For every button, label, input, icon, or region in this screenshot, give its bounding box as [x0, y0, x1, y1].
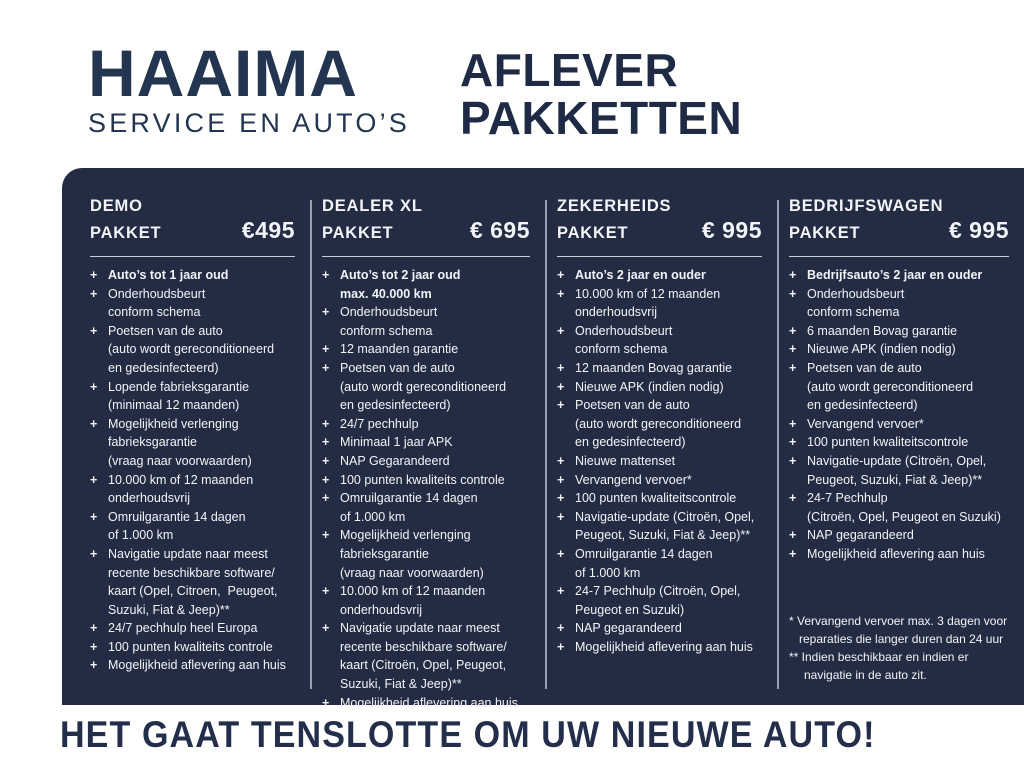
feature-line: conform schema: [575, 342, 668, 357]
feature-line: Onderhoudsbeurt: [340, 305, 438, 320]
feature-line: fabrieksgarantie: [108, 435, 197, 450]
feature-line: en gedesinfecteerd): [807, 398, 918, 413]
feature-line: recente beschikbare software/: [108, 565, 275, 580]
feature-line: (Citroën, Opel, Peugeot en Suzuki): [807, 509, 1001, 524]
feature-line: 6 maanden Bovag garantie: [807, 323, 958, 338]
package-price: € 995: [701, 217, 762, 243]
feature-line: en gedesinfecteerd): [340, 398, 451, 413]
feature-item: [557, 322, 777, 359]
plus-bullet-icon: +: [90, 379, 98, 394]
feature-line: kaart (Opel, Citroen, Peugeot,: [108, 584, 278, 599]
feature-line: 24-7 Pechhulp (Citroën, Opel,: [575, 584, 741, 599]
feature-line: conform schema: [807, 305, 900, 320]
feature-line: Mogelijkheid aflevering aan huis: [575, 639, 753, 654]
package-header-row2: [322, 217, 530, 244]
package-header: [90, 196, 295, 257]
package-features-list: [90, 266, 310, 675]
footnotes-block: [789, 612, 1007, 684]
feature-item: [557, 266, 777, 285]
package-name-line1: BEDRIJFSWAGEN: [789, 197, 944, 215]
plus-bullet-icon: +: [557, 453, 565, 468]
feature-line: Poetsen van de auto: [340, 360, 455, 375]
feature-line: (auto wordt gereconditioneerd: [108, 342, 275, 357]
plus-bullet-icon: +: [789, 546, 797, 561]
plus-bullet-icon: +: [789, 528, 797, 543]
feature-line: Onderhoudsbeurt: [108, 286, 206, 301]
feature-item: [90, 508, 310, 545]
package-price: €495: [241, 217, 295, 243]
feature-item: [322, 303, 545, 340]
plus-bullet-icon: +: [90, 546, 98, 561]
plus-bullet-icon: +: [557, 621, 565, 636]
package-name-line2: PAKKET: [557, 224, 629, 242]
feature-line: Suzuki, Fiat & Jeep)**: [340, 677, 462, 692]
package-header-row2: [90, 217, 295, 244]
footnote-line: reparaties die langer duren dan 24 uur: [799, 632, 1004, 646]
packages-panel: [62, 168, 1024, 710]
plus-bullet-icon: +: [90, 323, 98, 338]
feature-line: of 1.000 km: [108, 528, 174, 543]
plus-bullet-icon: +: [322, 584, 330, 599]
feature-line: 12 maanden Bovag garantie: [575, 360, 733, 375]
feature-item: [322, 619, 545, 693]
feature-item: [90, 656, 310, 675]
plus-bullet-icon: +: [789, 268, 797, 282]
page-title: [460, 46, 742, 142]
plus-bullet-icon: +: [90, 286, 98, 301]
feature-item: [557, 378, 777, 397]
feature-line: Mogelijkheid aflevering aan huis: [108, 658, 286, 673]
feature-item: [789, 266, 1024, 285]
feature-item: [557, 545, 777, 582]
feature-line: 100 punten kwaliteits controle: [340, 472, 505, 487]
feature-line: Nieuwe mattenset: [575, 453, 676, 468]
feature-item: [322, 359, 545, 415]
feature-line: max. 40.000 km: [340, 286, 432, 301]
feature-item: [322, 526, 545, 582]
package-header: [322, 196, 530, 257]
plus-bullet-icon: +: [90, 472, 98, 487]
plus-bullet-icon: +: [557, 472, 565, 487]
package-name-line2: PAKKET: [322, 224, 394, 242]
feature-line: Minimaal 1 jaar APK: [340, 435, 453, 450]
feature-item: [322, 471, 545, 490]
feature-line: Omruilgarantie 14 dagen: [575, 546, 713, 561]
feature-item: [557, 508, 777, 545]
feature-item: [557, 396, 777, 452]
feature-item: [90, 415, 310, 471]
footnote-line: * Vervangend vervoer max. 3 dagen voor: [789, 614, 1008, 628]
feature-item: [557, 452, 777, 471]
feature-item: [90, 285, 310, 322]
package-header: [557, 196, 762, 257]
feature-line: 100 punten kwaliteitscontrole: [807, 435, 969, 450]
plus-bullet-icon: +: [322, 305, 330, 320]
feature-line: conform schema: [340, 323, 433, 338]
package-features-list: [322, 266, 545, 712]
feature-item: [789, 340, 1024, 359]
feature-item: [557, 619, 777, 638]
package-name-line1: ZEKERHEIDS: [557, 197, 672, 215]
feature-line: 24/7 pechhulp: [340, 416, 419, 431]
package-column-demo: [90, 196, 310, 705]
plus-bullet-icon: +: [789, 491, 797, 506]
feature-line: Poetsen van de auto: [108, 323, 223, 338]
plus-bullet-icon: +: [557, 639, 565, 654]
feature-item: [90, 638, 310, 657]
feature-line: Auto’s tot 1 jaar oud: [108, 268, 229, 282]
plus-bullet-icon: +: [557, 491, 565, 506]
feature-line: Vervangend vervoer*: [807, 416, 924, 431]
plus-bullet-icon: +: [322, 342, 330, 357]
footnote-line: navigatie in de auto zit.: [804, 668, 927, 682]
feature-line: (vraag naar voorwaarden): [340, 565, 484, 580]
plus-bullet-icon: +: [322, 416, 330, 431]
plus-bullet-icon: +: [557, 398, 565, 413]
plus-bullet-icon: +: [789, 360, 797, 375]
page-title-line2: PAKKETTEN: [460, 92, 743, 144]
feature-item: [789, 526, 1024, 545]
feature-line: Peugeot en Suzuki): [575, 602, 685, 617]
package-header: [789, 196, 1009, 257]
feature-line: (vraag naar voorwaarden): [108, 453, 252, 468]
feature-item: [322, 489, 545, 526]
feature-line: 100 punten kwaliteits controle: [108, 639, 273, 654]
feature-line: NAP Gegarandeerd: [340, 453, 450, 468]
package-column-bedrijfswagen: [777, 196, 1024, 705]
feature-item: [789, 415, 1024, 434]
feature-line: 10.000 km of 12 maanden: [575, 286, 721, 301]
feature-line: Onderhoudsbeurt: [807, 286, 905, 301]
feature-line: recente beschikbare software/: [340, 639, 507, 654]
feature-item: [322, 694, 545, 713]
feature-line: fabrieksgarantie: [340, 546, 429, 561]
feature-line: Peugeot, Suzuki, Fiat & Jeep)**: [807, 472, 983, 487]
feature-line: Bedrijfsauto’s 2 jaar en ouder: [807, 268, 983, 282]
feature-line: Auto’s tot 2 jaar oud: [340, 268, 461, 282]
package-features-list: [557, 266, 777, 656]
plus-bullet-icon: +: [557, 509, 565, 524]
feature-line: onderhoudsvrij: [340, 602, 422, 617]
plus-bullet-icon: +: [557, 546, 565, 561]
feature-line: Mogelijkheid verlenging: [340, 528, 471, 543]
feature-line: Poetsen van de auto: [807, 360, 922, 375]
feature-line: Auto’s 2 jaar en ouder: [575, 268, 706, 282]
feature-line: Onderhoudsbeurt: [575, 323, 673, 338]
feature-line: of 1.000 km: [340, 509, 406, 524]
feature-line: (minimaal 12 maanden): [108, 398, 240, 413]
package-column-dealer-xl: [310, 196, 545, 710]
feature-line: Mogelijkheid aflevering aan huis: [807, 546, 985, 561]
feature-item: [789, 545, 1024, 564]
feature-item: [557, 638, 777, 657]
feature-line: Omruilgarantie 14 dagen: [340, 491, 478, 506]
feature-line: Peugeot, Suzuki, Fiat & Jeep)**: [575, 528, 751, 543]
plus-bullet-icon: +: [789, 286, 797, 301]
package-name-line2: PAKKET: [789, 224, 861, 242]
footnote-line: ** Indien beschikbaar en indien er: [789, 650, 969, 664]
feature-line: Mogelijkheid verlenging: [108, 416, 239, 431]
plus-bullet-icon: +: [322, 491, 330, 506]
feature-line: conform schema: [108, 305, 201, 320]
plus-bullet-icon: +: [557, 268, 565, 282]
feature-item: [557, 489, 777, 508]
feature-item: [90, 266, 310, 285]
plus-bullet-icon: +: [322, 472, 330, 487]
feature-item: [90, 545, 310, 619]
plus-bullet-icon: +: [322, 621, 330, 636]
feature-item: [90, 619, 310, 638]
plus-bullet-icon: +: [90, 268, 98, 282]
feature-line: Navigatie update naar meest: [340, 621, 500, 636]
package-name-line2: PAKKET: [90, 224, 162, 242]
footer-slogan: HET GAAT TENSLOTTE OM UW NIEUWE AUTO!: [60, 714, 876, 755]
feature-item: [322, 340, 545, 359]
plus-bullet-icon: +: [322, 528, 330, 543]
feature-item: [789, 489, 1024, 526]
feature-item: [557, 359, 777, 378]
feature-line: kaart (Citroën, Opel, Peugeot,: [340, 658, 507, 673]
plus-bullet-icon: +: [557, 286, 565, 301]
feature-item: [322, 452, 545, 471]
plus-bullet-icon: +: [789, 323, 797, 338]
feature-line: Suzuki, Fiat & Jeep)**: [108, 602, 230, 617]
package-price: € 695: [469, 217, 530, 243]
feature-line: NAP gegarandeerd: [575, 621, 682, 636]
feature-item: [322, 582, 545, 619]
feature-item: [322, 433, 545, 452]
feature-line: 10.000 km of 12 maanden: [340, 584, 486, 599]
feature-line: of 1.000 km: [575, 565, 641, 580]
feature-item: [322, 415, 545, 434]
package-name-line1: DEMO: [90, 197, 143, 215]
feature-line: onderhoudsvrij: [575, 305, 657, 320]
feature-item: [90, 322, 310, 378]
plus-bullet-icon: +: [789, 453, 797, 468]
package-price: € 995: [948, 217, 1009, 243]
plus-bullet-icon: +: [322, 435, 330, 450]
feature-item: [557, 285, 777, 322]
feature-line: Lopende fabrieksgarantie: [108, 379, 250, 394]
feature-line: Navigatie-update (Citroën, Opel,: [575, 509, 755, 524]
feature-line: 12 maanden garantie: [340, 342, 459, 357]
feature-line: Vervangend vervoer*: [575, 472, 692, 487]
plus-bullet-icon: +: [322, 360, 330, 375]
feature-item: [557, 582, 777, 619]
feature-item: [789, 285, 1024, 322]
feature-line: (auto wordt gereconditioneerd: [575, 416, 742, 431]
company-logo: [88, 36, 410, 138]
package-header-row2: [789, 217, 1009, 244]
plus-bullet-icon: +: [90, 621, 98, 636]
feature-line: Omruilgarantie 14 dagen: [108, 509, 246, 524]
plus-bullet-icon: +: [90, 416, 98, 431]
package-column-zekerheids: [545, 196, 777, 705]
plus-bullet-icon: +: [90, 658, 98, 673]
feature-line: 24-7 Pechhulp: [807, 491, 888, 506]
feature-line: onderhoudsvrij: [108, 491, 190, 506]
plus-bullet-icon: +: [90, 639, 98, 654]
feature-item: [90, 471, 310, 508]
feature-line: en gedesinfecteerd): [108, 360, 219, 375]
feature-item: [789, 452, 1024, 489]
feature-line: Navigatie update naar meest: [108, 546, 268, 561]
feature-line: Nieuwe APK (indien nodig): [575, 379, 724, 394]
plus-bullet-icon: +: [322, 695, 330, 710]
page-title-line1: AFLEVER: [460, 44, 679, 96]
feature-item: [322, 266, 545, 303]
plus-bullet-icon: +: [789, 435, 797, 450]
company-logo-tagline: SERVICE EN AUTO’S: [88, 108, 410, 138]
feature-line: NAP gegarandeerd: [807, 528, 914, 543]
feature-line: 10.000 km of 12 maanden: [108, 472, 254, 487]
feature-item: [789, 359, 1024, 415]
feature-item: [789, 322, 1024, 341]
plus-bullet-icon: +: [789, 416, 797, 431]
package-header-row2: [557, 217, 762, 244]
feature-line: (auto wordt gereconditioneerd: [340, 379, 507, 394]
feature-line: Mogelijkheid aflevering aan huis: [340, 695, 518, 710]
feature-line: (auto wordt gereconditioneerd: [807, 379, 974, 394]
feature-item: [90, 378, 310, 415]
plus-bullet-icon: +: [557, 360, 565, 375]
plus-bullet-icon: +: [322, 268, 330, 282]
company-logo-name: HAAIMA: [88, 36, 358, 110]
feature-line: Nieuwe APK (indien nodig): [807, 342, 956, 357]
feature-line: 100 punten kwaliteitscontrole: [575, 491, 737, 506]
plus-bullet-icon: +: [557, 584, 565, 599]
feature-line: en gedesinfecteerd): [575, 435, 686, 450]
plus-bullet-icon: +: [557, 323, 565, 338]
feature-line: 24/7 pechhulp heel Europa: [108, 621, 258, 636]
feature-line: Poetsen van de auto: [575, 398, 690, 413]
plus-bullet-icon: +: [789, 342, 797, 357]
package-name-line1: DEALER XL: [322, 197, 423, 215]
plus-bullet-icon: +: [90, 509, 98, 524]
feature-item: [557, 471, 777, 490]
plus-bullet-icon: +: [557, 379, 565, 394]
plus-bullet-icon: +: [322, 453, 330, 468]
feature-item: [789, 433, 1024, 452]
feature-line: Navigatie-update (Citroën, Opel,: [807, 453, 987, 468]
package-features-list: [789, 266, 1024, 564]
